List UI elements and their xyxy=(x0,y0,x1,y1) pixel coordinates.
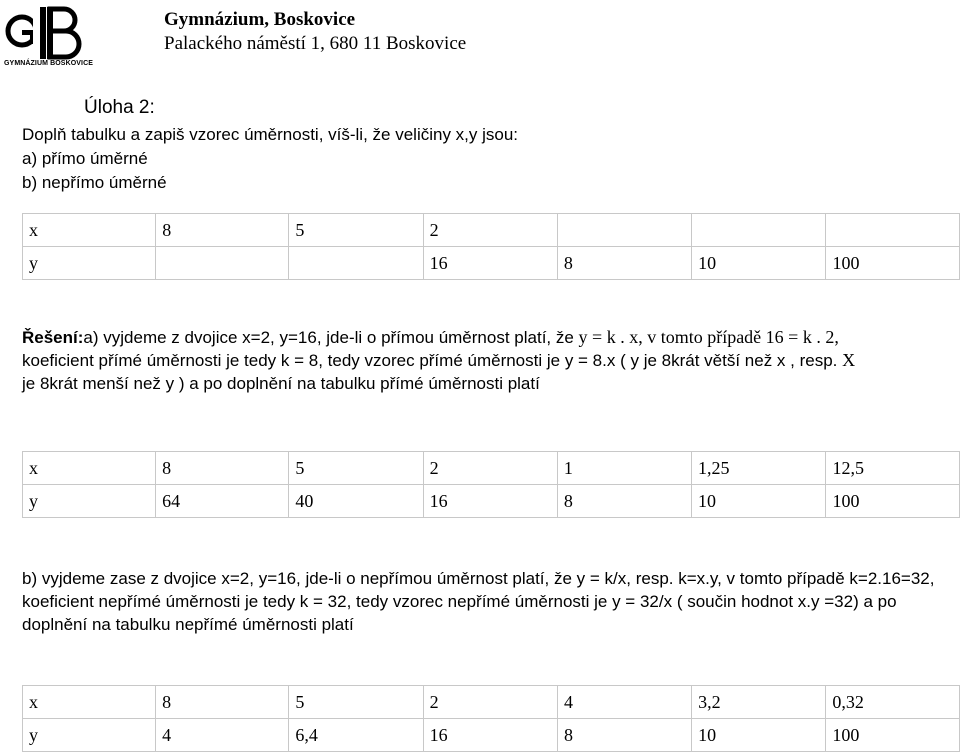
task-block xyxy=(22,96,518,195)
table-cell: 4 xyxy=(557,686,691,719)
table-cell: 8 xyxy=(557,719,691,752)
solution-a-x: X xyxy=(842,350,856,370)
table-cell: y xyxy=(23,719,156,752)
table-cell: 4 xyxy=(156,719,289,752)
table-cell: 8 xyxy=(156,452,289,485)
table-cell xyxy=(826,214,960,247)
table-cell xyxy=(557,214,691,247)
solution-b-table xyxy=(22,685,960,752)
table-cell: 5 xyxy=(289,214,423,247)
table-cell: 100 xyxy=(826,247,960,280)
table-cell: x xyxy=(23,214,156,247)
solution-a-paragraph xyxy=(22,326,952,395)
school-address: Palackého náměstí 1, 680 11 Boskovice xyxy=(164,33,467,54)
table-row-y xyxy=(23,247,960,280)
solution-a-table xyxy=(22,451,960,518)
task-option-b: b) nepřímo úměrné xyxy=(22,173,167,192)
table-cell: 3,2 xyxy=(692,686,826,719)
table-cell: 16 xyxy=(423,485,557,518)
task-title: Úloha 2: xyxy=(84,97,155,118)
table-cell: 8 xyxy=(156,686,289,719)
table-cell: x xyxy=(23,452,156,485)
school-heading xyxy=(164,8,466,56)
solution-a-text-1: a) vyjdeme z dvojice x=2, y=16, jde-li o přímou úměrnost platí, že xyxy=(83,328,579,347)
table-cell xyxy=(289,247,423,280)
table-cell: 0,32 xyxy=(826,686,960,719)
table-cell: 6,4 xyxy=(289,719,423,752)
table-row-x xyxy=(23,214,960,247)
table-cell: 1,25 xyxy=(692,452,826,485)
table-row-y xyxy=(23,485,960,518)
task-option-a: a) přímo úměrné xyxy=(22,149,148,168)
school-name: Gymnázium, Boskovice xyxy=(164,9,356,30)
table-row-x xyxy=(23,686,960,719)
table-cell: 16 xyxy=(423,719,557,752)
table-cell: 8 xyxy=(156,214,289,247)
logo-caption: GYMNÁZIUM BOSKOVICE xyxy=(4,60,94,67)
solution-a-text-2: koeficient přímé úměrnosti je tedy k = 8, tedy vzorec přímé úměrnosti je y = 8.x ( y je 8krát větší než x , resp. xyxy=(22,351,843,370)
table-cell xyxy=(156,247,289,280)
solution-a-formula: y = k . x, v tomto případě 16 = k . 2, xyxy=(578,327,839,347)
table-cell: 5 xyxy=(289,686,423,719)
table-cell: y xyxy=(23,247,156,280)
table-cell: 8 xyxy=(557,485,691,518)
table-cell xyxy=(692,214,826,247)
table-cell: 16 xyxy=(423,247,557,280)
table-cell: x xyxy=(23,686,156,719)
table-cell: y xyxy=(23,485,156,518)
table-cell: 100 xyxy=(826,719,960,752)
task-instruction: Doplň tabulku a zapiš vzorec úměrnosti, víš-li, že veličiny x,y jsou: xyxy=(22,125,519,144)
table-cell: 12,5 xyxy=(826,452,960,485)
table-cell: 40 xyxy=(289,485,423,518)
solution-a-text-3: je 8krát menší než y ) a po doplnění na tabulku přímé úměrnosti platí xyxy=(22,374,540,393)
table-cell: 10 xyxy=(692,719,826,752)
table-cell: 10 xyxy=(692,485,826,518)
task-table xyxy=(22,213,960,280)
solution-label: Řešení: xyxy=(22,328,84,347)
table-cell: 2 xyxy=(423,686,557,719)
table-row-x xyxy=(23,452,960,485)
table-cell: 10 xyxy=(692,247,826,280)
solution-b-paragraph: b) vyjdeme zase z dvojice x=2, y=16, jde-li o nepřímou úměrnost platí, že y = k/x, resp. k=x.y, v tomto případě k=2.16=32, koeficient nepřímé úměrnosti je tedy k = 32, tedy vzorec nepřímé úměrnosti je y = 32/x ( součin hodnot x.y =32) a po doplnění na tabulku nepřímé úměrnosti platí xyxy=(22,569,935,634)
table-cell: 64 xyxy=(156,485,289,518)
table-cell: 1 xyxy=(557,452,691,485)
table-cell: 2 xyxy=(423,452,557,485)
table-cell: 5 xyxy=(289,452,423,485)
table-cell: 2 xyxy=(423,214,557,247)
table-cell: 8 xyxy=(557,247,691,280)
table-row-y xyxy=(23,719,960,752)
table-cell: 100 xyxy=(826,485,960,518)
